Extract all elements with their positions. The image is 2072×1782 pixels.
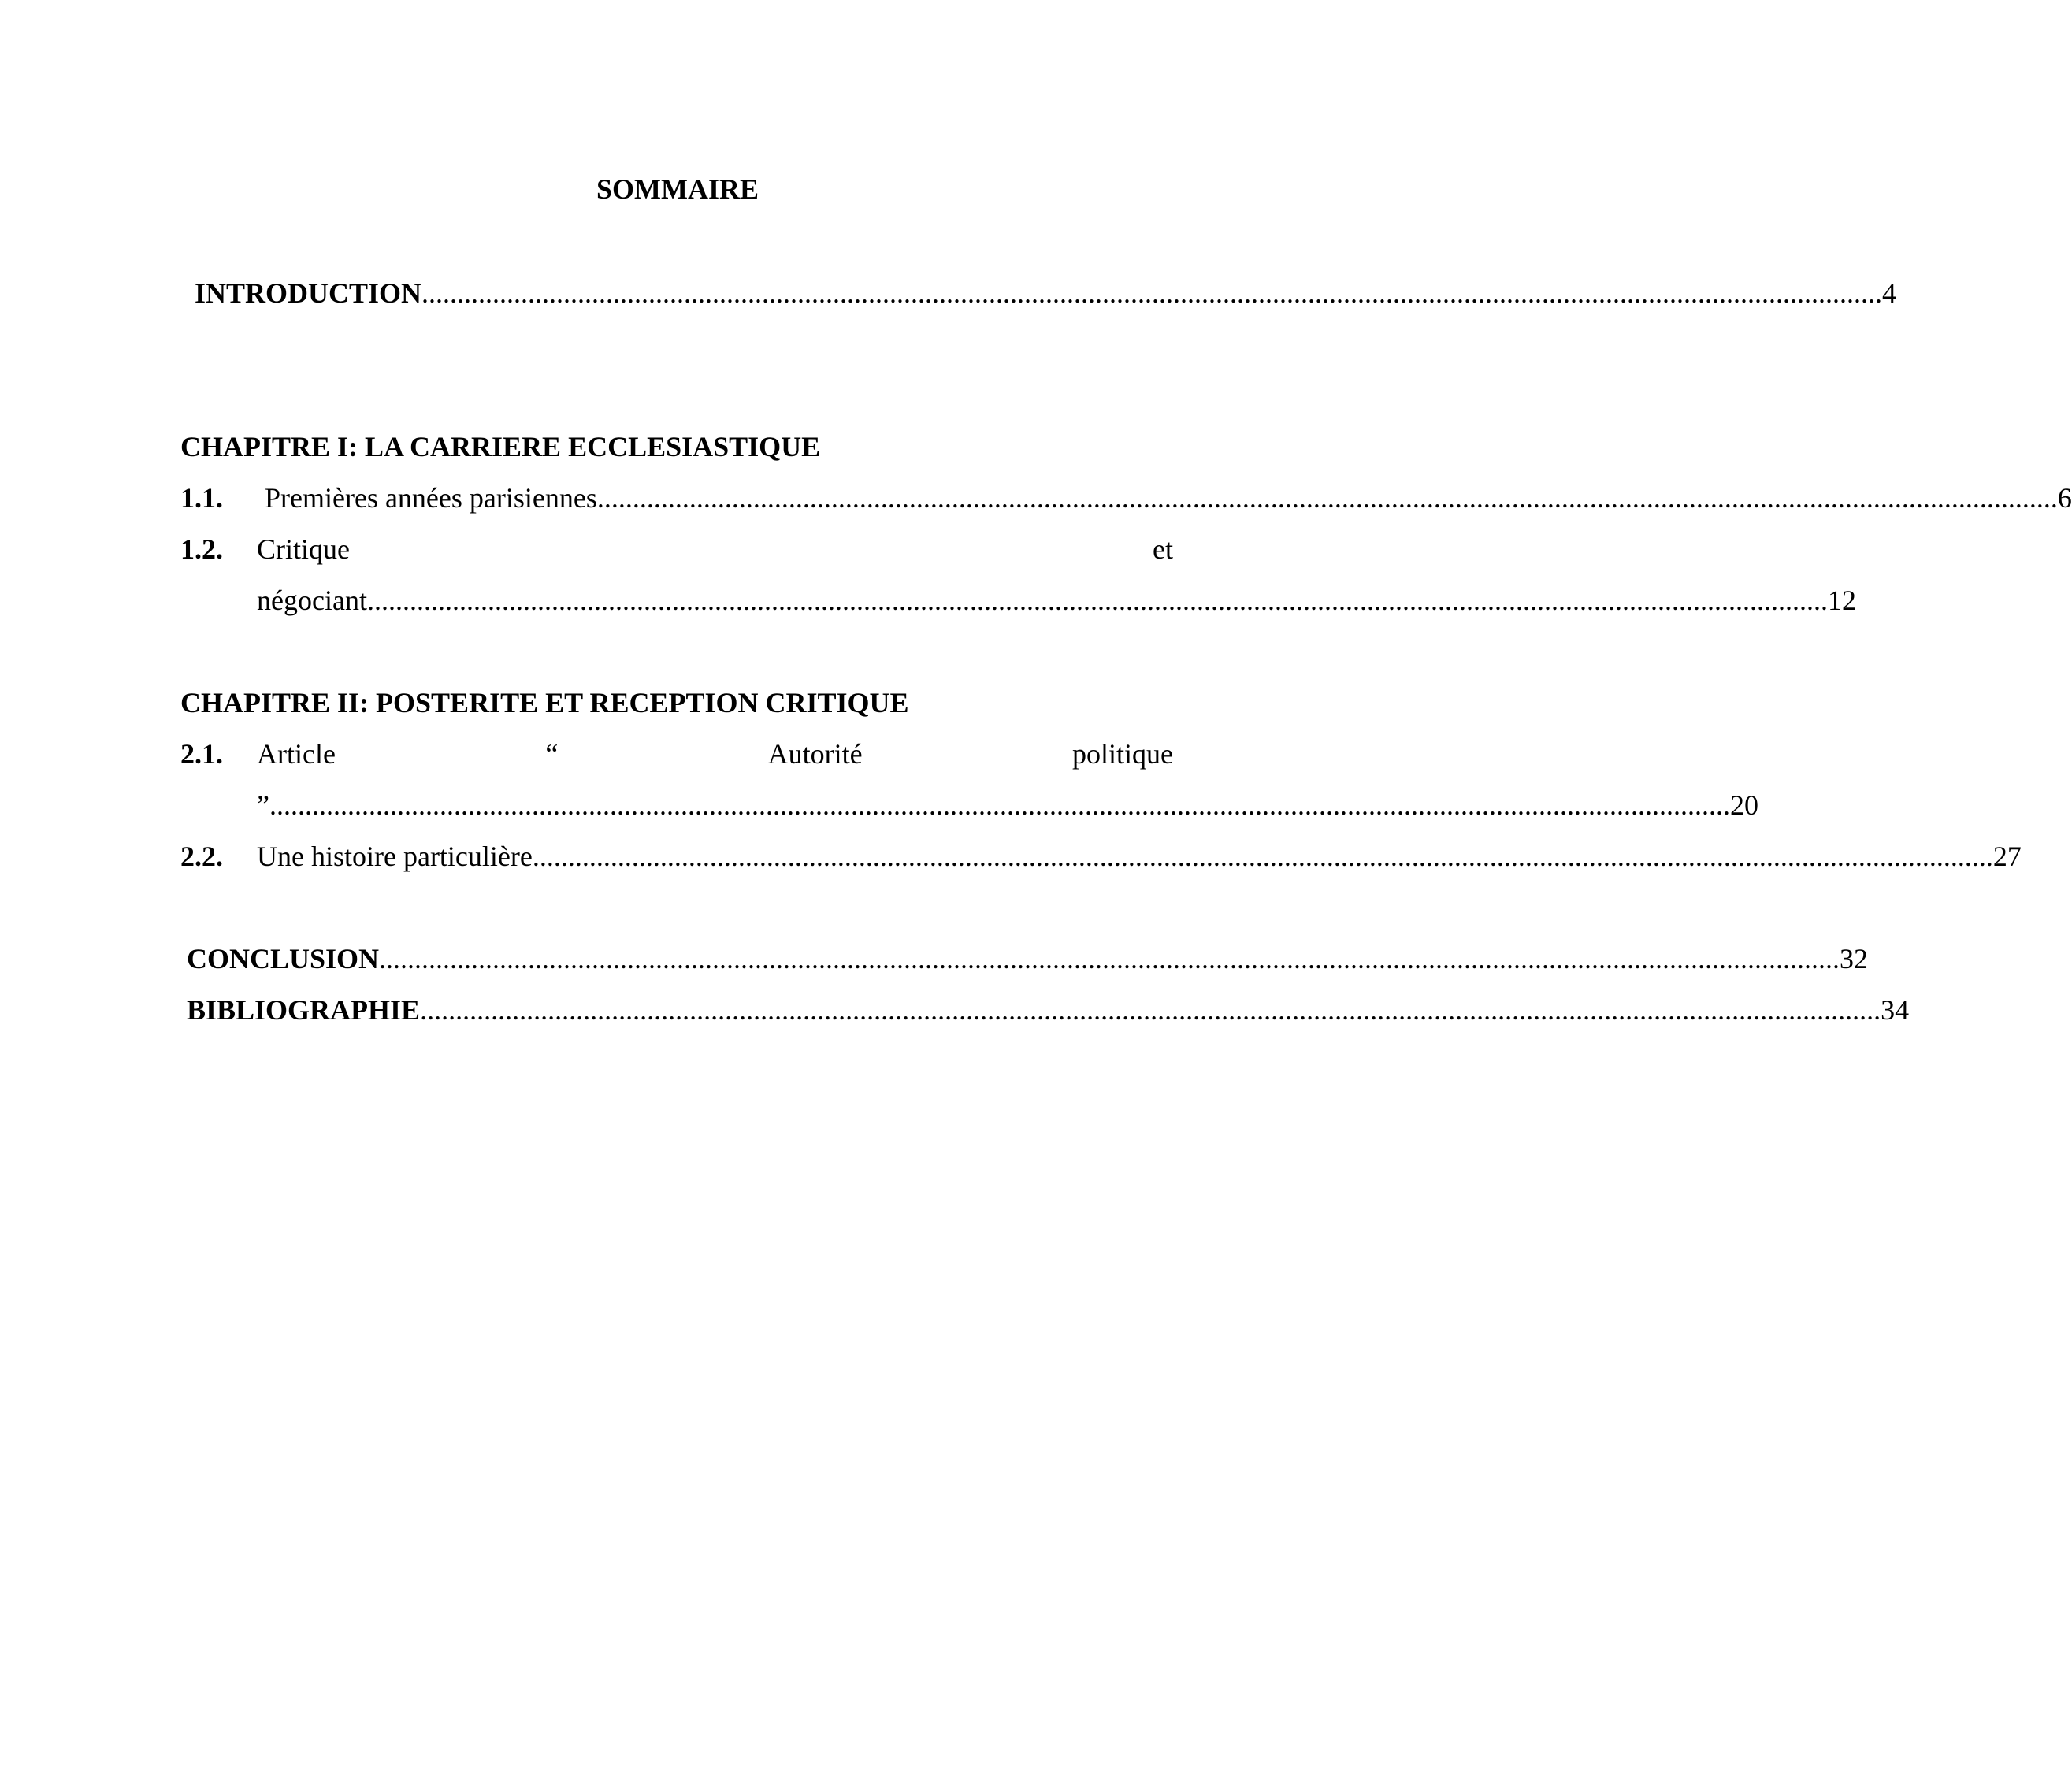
chapter-heading-1: CHAPITRE I: LA CARRIERE ECCLESIASTIQUE	[180, 431, 821, 462]
toc-page-number: 34	[1881, 994, 1910, 1026]
toc-entry-bibliography	[187, 993, 1910, 1027]
toc-page-number: 12	[1827, 585, 1856, 616]
dot-leader: ..............................................................................................................................................................................................................	[421, 277, 1883, 309]
toc-entry-label-cont: ”	[257, 789, 269, 821]
section-number: 1.2.	[180, 533, 223, 565]
toc-entry-1-2-line1	[257, 532, 1173, 566]
toc-word: Autorité	[767, 738, 863, 770]
toc-entry-label-cont: négociant	[257, 585, 367, 616]
dot-leader: ..............................................................................................................................................................................................................	[532, 841, 1993, 872]
toc-entry-label: CONCLUSION	[187, 943, 380, 975]
dot-leader: ..............................................................................................................................................................................................................	[596, 482, 2058, 514]
dot-leader: ..............................................................................................................................................................................................................	[420, 994, 1881, 1026]
toc-entry-2-1-line2	[257, 788, 1758, 822]
toc-word: et	[1153, 533, 1173, 565]
section-number: 2.2.	[180, 841, 223, 872]
toc-page-number: 6	[2057, 482, 2072, 514]
toc-entry-label: Une histoire particulière	[257, 841, 533, 872]
dot-leader: ..............................................................................................................................................................................................................	[269, 789, 1730, 821]
toc-entry-conclusion	[187, 941, 1869, 976]
toc-page-number: 20	[1729, 789, 1758, 821]
toc-word: “	[545, 738, 559, 770]
dot-leader: ..............................................................................................................................................................................................................	[379, 943, 1840, 975]
toc-page-number: 4	[1882, 277, 1897, 309]
toc-word: politique	[1072, 738, 1173, 770]
toc-page-number: 32	[1840, 943, 1869, 975]
toc-entry-label: INTRODUCTION	[195, 277, 422, 309]
toc-entry-label: Premières années parisiennes	[265, 482, 597, 514]
page-title: SOMMAIRE	[596, 173, 759, 205]
section-number: 1.1.	[180, 482, 223, 514]
toc-entry-introduction	[195, 276, 1897, 310]
toc-page-number: 27	[1992, 841, 2022, 872]
toc-entry-1-2-line2	[257, 583, 1856, 618]
toc-entry-1-1	[265, 481, 2072, 515]
chapter-heading-2: CHAPITRE II: POSTERITE ET RECEPTION CRITIQUE	[180, 687, 909, 718]
toc-entry-2-1-line1	[257, 737, 1173, 771]
toc-entry-label: BIBLIOGRAPHIE	[187, 994, 421, 1026]
section-number: 2.1.	[180, 738, 223, 770]
toc-word: Article	[257, 738, 336, 770]
dot-leader: ..............................................................................................................................................................................................................	[366, 585, 1828, 616]
toc-entry-2-2	[257, 839, 2022, 874]
toc-word: Critique	[257, 533, 350, 565]
